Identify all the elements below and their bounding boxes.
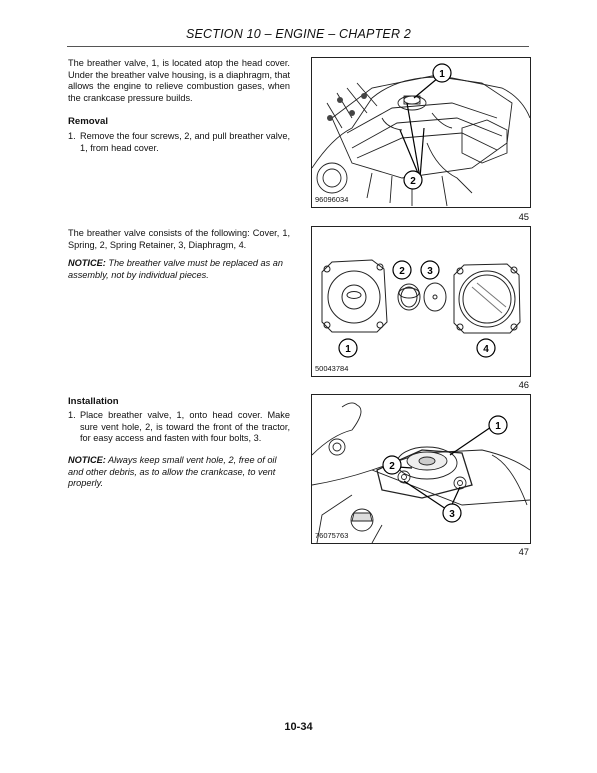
callout-2: 2 xyxy=(410,176,416,187)
notice-label: NOTICE: xyxy=(68,455,106,465)
removal-heading: Removal xyxy=(68,116,108,127)
removal-step xyxy=(68,131,290,154)
section-header: SECTION 10 – ENGINE – CHAPTER 2 xyxy=(185,27,411,41)
notice-text: Always keep small vent hole, 2, free of oil and other debris, as to allow the crankcase, to vent properly. xyxy=(68,455,277,489)
callout-4: 4 xyxy=(483,344,489,355)
installation-step-number: 1. xyxy=(68,410,76,420)
callout-1: 1 xyxy=(495,421,501,432)
intro-paragraph: The breather valve, 1, is located atop the head cover. Under the breather valve housing, is a diaphragm, that allows the engine to relieve combustion gases, when the crankcase pressure builds. xyxy=(68,58,290,103)
figure-number: 45 xyxy=(518,211,529,222)
components-illustration xyxy=(312,227,530,376)
callout-2: 2 xyxy=(399,266,405,277)
notice-label: NOTICE: xyxy=(68,258,106,268)
figure-breather-components xyxy=(311,226,531,377)
figure-id: 96096034 xyxy=(315,195,349,204)
installation-step xyxy=(68,410,290,445)
callout-3: 3 xyxy=(449,509,455,520)
removal-step-text: Remove the four screws, 2, and pull breather valve, 1, from head cover. xyxy=(80,131,290,153)
components-notice xyxy=(68,258,290,281)
callout-3: 3 xyxy=(427,266,433,277)
figure-engine-head xyxy=(311,57,531,208)
figure-number: 47 xyxy=(518,546,529,557)
figure-number: 46 xyxy=(518,379,529,390)
header-rule xyxy=(67,46,529,47)
installation-step-text: Place breather valve, 1, onto head cover. Make sure vent hole, 2, is toward the front of the tractor, for easy access and fasten with four bolts, 3. xyxy=(80,410,290,444)
page-number: 10-34 xyxy=(284,721,313,733)
installation-notice xyxy=(68,455,290,490)
notice-text: The breather valve must be replaced as an assembly, not by individual pieces. xyxy=(68,258,283,280)
figure-id: 50043784 xyxy=(315,364,349,373)
callout-1: 1 xyxy=(439,69,445,80)
installed-valve-illustration xyxy=(312,395,530,543)
figure-installed-valve xyxy=(311,394,531,544)
engine-head-illustration xyxy=(312,58,530,207)
components-paragraph: The breather valve consists of the following: Cover, 1, Spring, 2, Spring Retainer, 3, Diaphragm, 4. xyxy=(68,228,290,250)
callout-1: 1 xyxy=(345,344,351,355)
callout-2: 2 xyxy=(389,461,395,472)
removal-step-number: 1. xyxy=(68,131,76,141)
figure-id: 76075763 xyxy=(315,531,349,540)
installation-heading: Installation xyxy=(68,396,119,407)
